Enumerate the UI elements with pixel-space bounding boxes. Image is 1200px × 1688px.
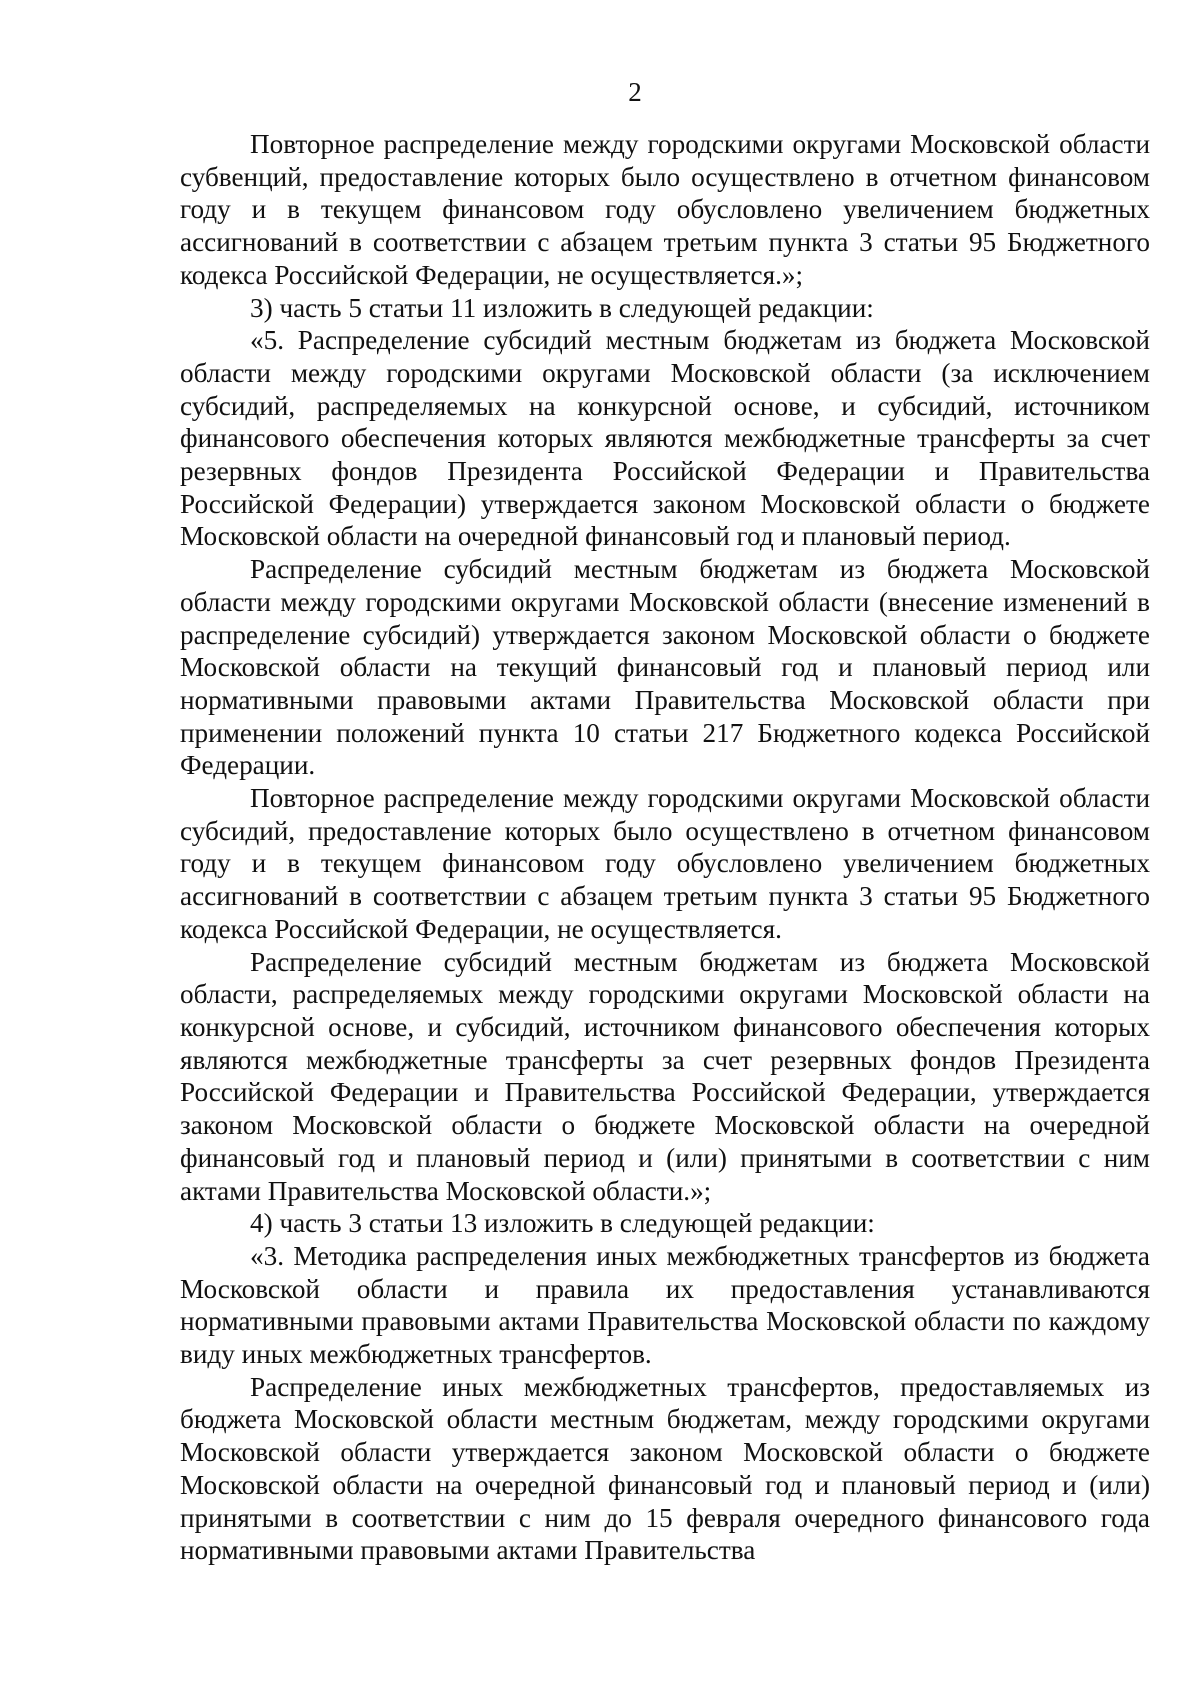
paragraph-article-11-part-5: «5. Распределение субсидий местным бюджетам из бюджета Московской области между городскими округами Московской области (за исключением субсидий, распределяемых на конкурсной основе, и субсидий, источником финансового обеспечения которых являются межбюджетные трансферты за счет резервных фондов Президента Российской Федерации и Правительства Российской Федерации) утверждается законом Московской области о бюджете Московской области на очередной финансовый год и плановый период. bbox=[180, 325, 1150, 552]
paragraph-other-transfers-distribution: Распределение иных межбюджетных трансфертов, предоставляемых из бюджета Московской области местным бюджетам, между городскими округами Московской области утверждается законом Московской области о бюджете Московской области на очередной финансовый год и плановый период и (или) принятыми в соответствии с ним до 15 февраля очередного финансового года нормативными правовыми актами Правительства bbox=[180, 1371, 1150, 1566]
paragraph-competitive-subsidies: Распределение субсидий местным бюджетам из бюджета Московской области, распределяемых между городскими округами Московской области на конкурсной основе, и субсидий, источником финансового обеспечения которых являются межбюджетные трансферты за счет резервных фондов Президента Российской Федерации и Правительства Российской Федерации, утверждается законом Московской области о бюджете Московской области на очередной финансовый год и плановый период и (или) принятыми в соответствии с ним актами Правительства Московской области.»; bbox=[180, 946, 1150, 1206]
paragraph-subsidy-redistribution: Повторное распределение между городскими округами Московской области субсидий, предоставление которых было осуществлено в отчетном финансовом году и в текущем финансовом году обусловлено увеличением бюджетных ассигнований в соответствии с абзацем третьим пункта 3 статьи 95 Бюджетного кодекса Российской Федерации, не осуществляется. bbox=[180, 783, 1150, 944]
paragraph-resubvention: Повторное распределение между городскими округами Московской области субвенций, предоставление которых было осуществлено в отчетном финансовом году и в текущем финансовом году обусловлено увеличением бюджетных ассигнований в соответствии с абзацем третьим пункта 3 статьи 95 Бюджетного кодекса Российской Федерации, не осуществляется.»; bbox=[180, 129, 1150, 290]
paragraph-amendment-3: 3) часть 5 статьи 11 изложить в следующей редакции: bbox=[250, 292, 874, 323]
page-number: 2 bbox=[628, 77, 642, 107]
paragraph-amendment-4: 4) часть 3 статьи 13 изложить в следующей редакции: bbox=[250, 1208, 875, 1239]
document-body bbox=[180, 128, 1150, 1567]
paragraph-subsidy-distribution-changes: Распределение субсидий местным бюджетам из бюджета Московской области между городскими округами Московской области (внесение изменений в распределение субсидий) утверждается законом Московской области о бюджете Московской области на текущий финансовый год и плановый период или нормативными правовыми актами Правительства Московской области при применении положений пункта 10 статьи 217 Бюджетного кодекса Российской Федерации. bbox=[180, 554, 1150, 781]
paragraph-article-13-part-3: «3. Методика распределения иных межбюджетных трансфертов из бюджета Московской области и правила их предоставления устанавливаются нормативными правовыми актами Правительства Московской области по каждому виду иных межбюджетных трансфертов. bbox=[180, 1240, 1150, 1370]
